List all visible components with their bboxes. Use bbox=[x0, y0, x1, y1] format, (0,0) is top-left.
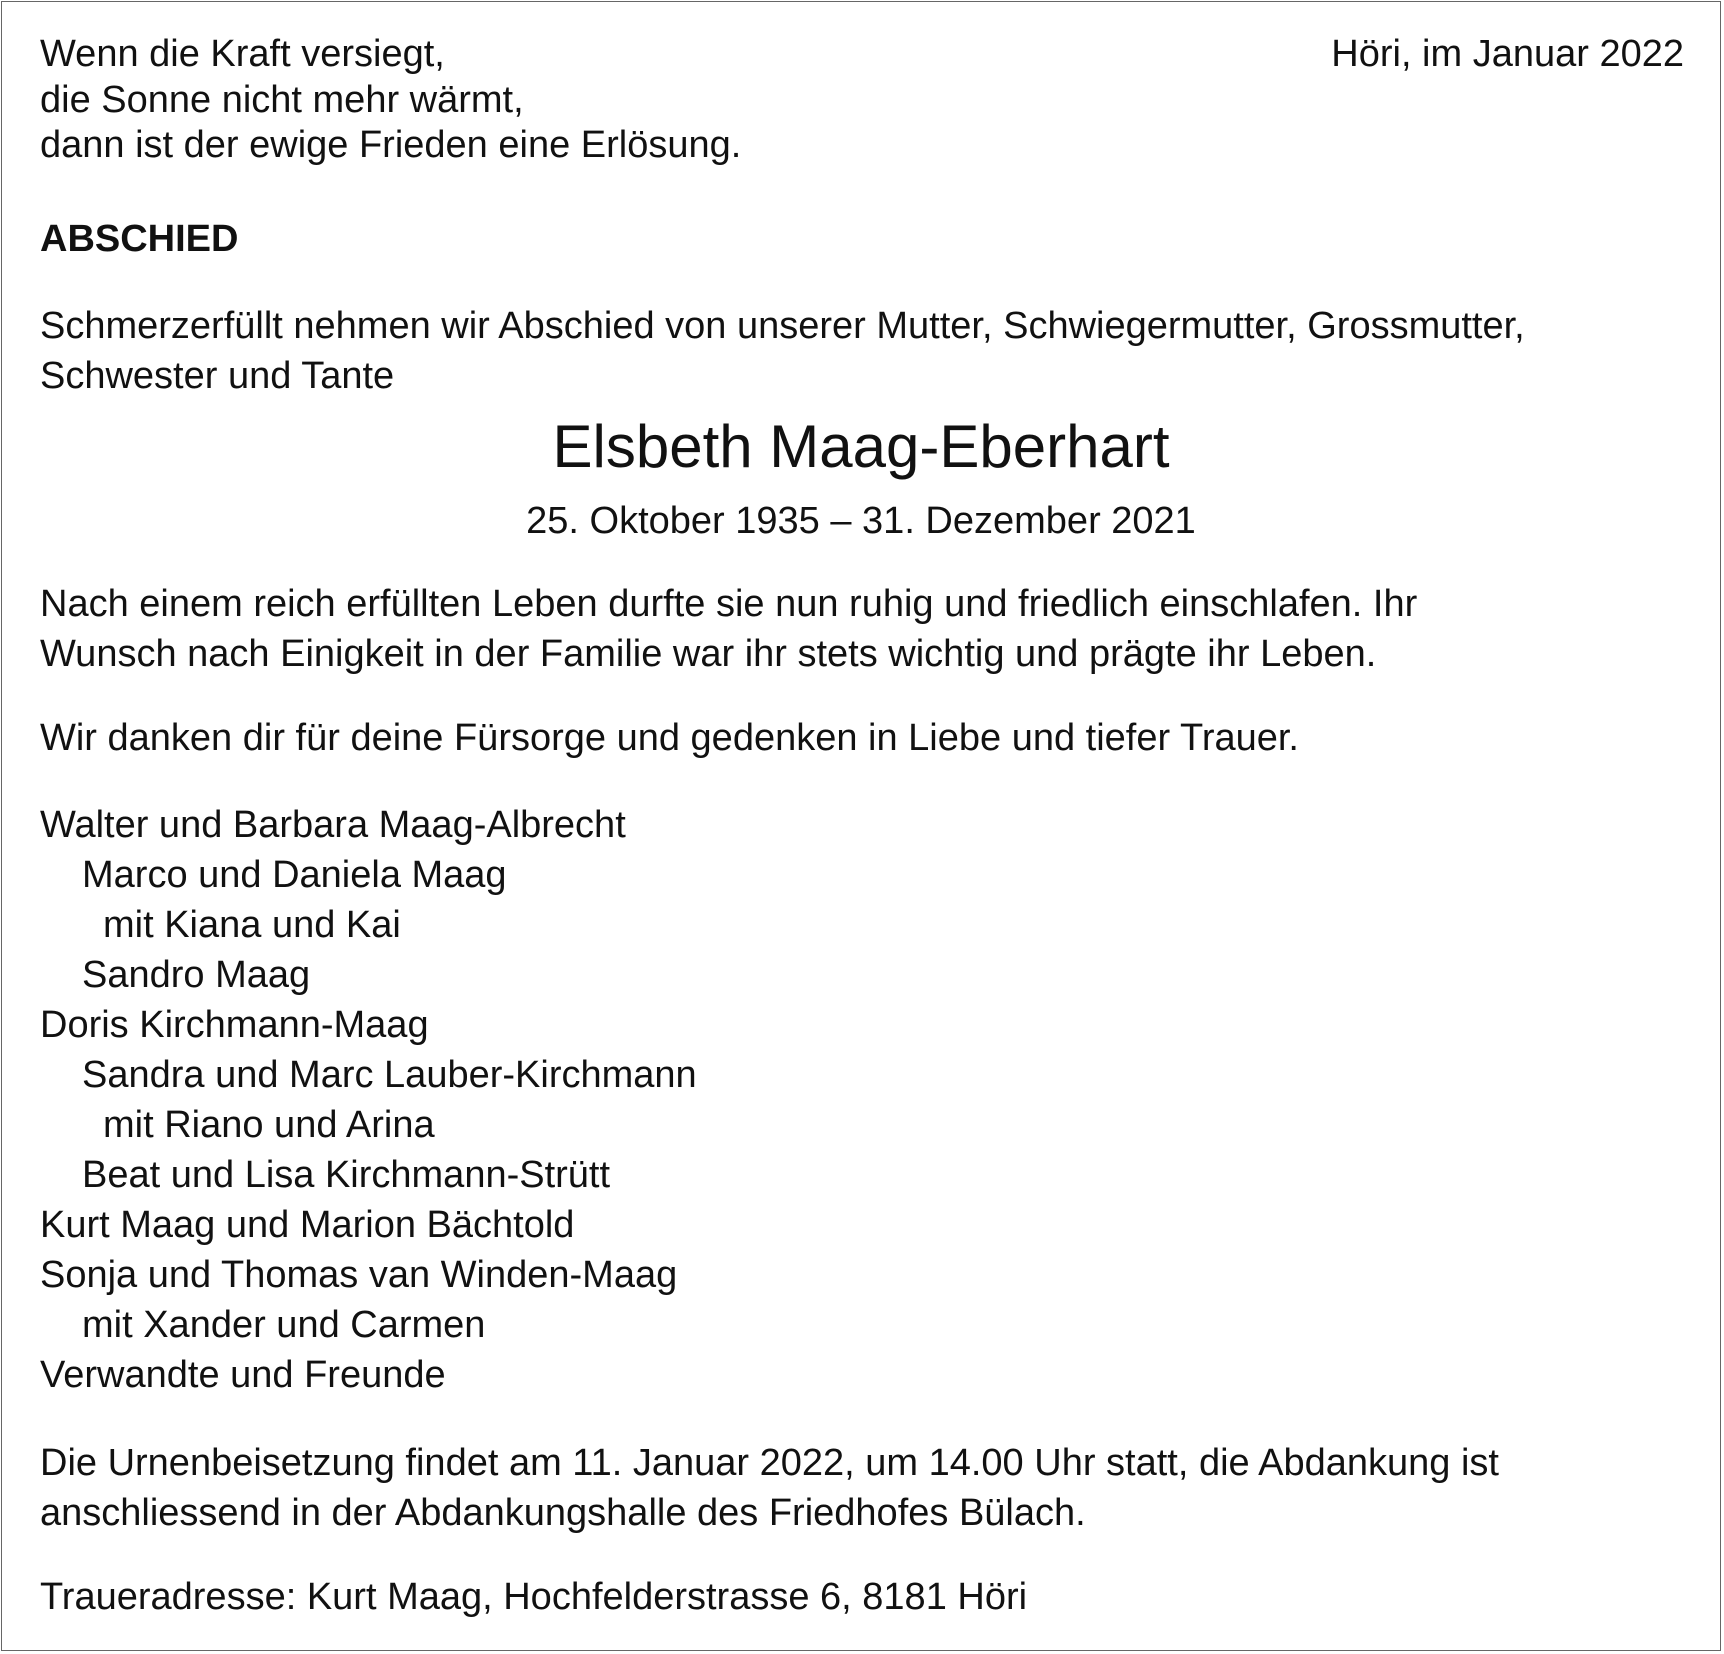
life-dates: 25. Oktober 1935 – 31. Dezember 2021 bbox=[526, 500, 1196, 542]
place-date: Höri, im Januar 2022 bbox=[1331, 33, 1684, 75]
mourner-line: Sonja und Thomas van Winden-Maag bbox=[40, 1254, 678, 1296]
ceremony-line-2: anschliessend in der Abdankungshalle des Friedhofes Bülach. bbox=[40, 1492, 1086, 1534]
mourner-line: mit Xander und Carmen bbox=[82, 1304, 486, 1346]
mourner-line: mit Riano und Arina bbox=[103, 1104, 435, 1146]
mourner-line: mit Kiana und Kai bbox=[103, 904, 401, 946]
mourner-line: Verwandte und Freunde bbox=[40, 1354, 446, 1396]
mourner-line: Doris Kirchmann-Maag bbox=[40, 1004, 429, 1046]
intro-line-1: Schmerzerfüllt nehmen wir Abschied von unserer Mutter, Schwiegermutter, Grossmutter, bbox=[40, 305, 1525, 347]
obituary-notice bbox=[1, 1, 1721, 1651]
mourner-line: Beat und Lisa Kirchmann-Strütt bbox=[82, 1154, 611, 1196]
mourner-line: Sandra und Marc Lauber-Kirchmann bbox=[82, 1054, 697, 1096]
deceased-name: Elsbeth Maag-Eberhart bbox=[552, 413, 1170, 480]
mourner-line: Walter und Barbara Maag-Albrecht bbox=[40, 804, 626, 846]
intro-line-2: Schwester und Tante bbox=[40, 355, 395, 397]
ceremony-line-1: Die Urnenbeisetzung findet am 11. Januar 2022, um 14.00 Uhr statt, die Abdankung ist bbox=[40, 1442, 1499, 1484]
mourning-address: Traueradresse: Kurt Maag, Hochfelderstrasse 6, 8181 Höri bbox=[40, 1576, 1028, 1618]
tribute-line-2: Wunsch nach Einigkeit in der Familie war ihr stets wichtig und prägte ihr Leben. bbox=[40, 633, 1377, 675]
mourner-line: Kurt Maag und Marion Bächtold bbox=[40, 1204, 575, 1246]
heading: ABSCHIED bbox=[40, 218, 239, 260]
poem-line-3: dann ist der ewige Frieden eine Erlösung. bbox=[40, 124, 742, 166]
tribute-line-1: Nach einem reich erfüllten Leben durfte sie nun ruhig und friedlich einschlafen. Ihr bbox=[40, 583, 1418, 625]
mourner-line: Marco und Daniela Maag bbox=[82, 854, 507, 896]
mourner-line: Sandro Maag bbox=[82, 954, 311, 996]
poem-line-1: Wenn die Kraft versiegt, bbox=[40, 33, 445, 75]
poem-line-2: die Sonne nicht mehr wärmt, bbox=[40, 79, 524, 121]
thanks-line: Wir danken dir für deine Fürsorge und gedenken in Liebe und tiefer Trauer. bbox=[40, 717, 1299, 759]
